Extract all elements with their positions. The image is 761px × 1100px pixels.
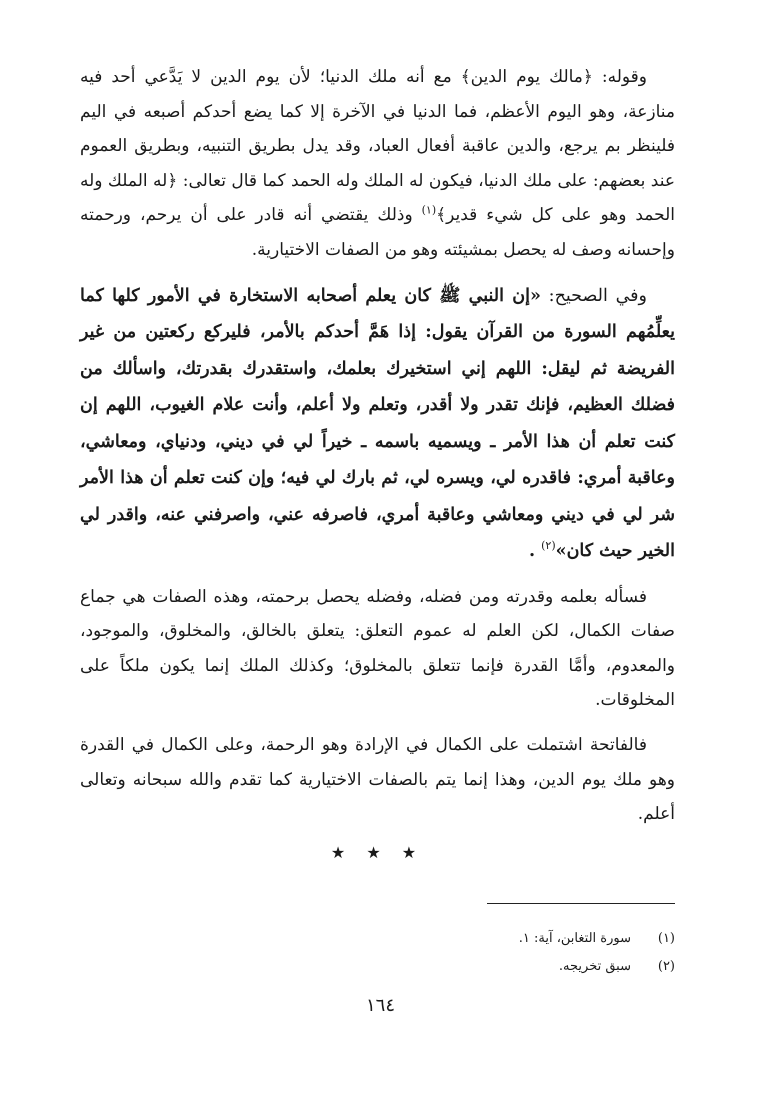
footnote-divider bbox=[487, 903, 675, 904]
section-separator-stars: ★ ★ ★ bbox=[330, 842, 425, 862]
footnote-text: سورة التغابن، آية: ١. bbox=[518, 931, 631, 946]
paragraph-text: وقوله: ﴿مالك يوم الدين﴾ مع أنه ملك الدنيا؛ لأن يوم الدين لا يَدَّعي أحد فيه منازعة، وهو اليوم الأعظم، فما الدنيا في الآخرة إلا كما يضع أحدكم أصبعه في اليم فلينظر بم يرجع، والدين عاقبة أفعال العباد، وقد يدل بطريق التنبيه، وبطريق العموم عند بعضهم: على ملك الدنيا، فيكون له الملك وله الحمد كما قال تعالى: ﴿له الملك وله الحمد وهو على كل شيء قدير﴾ bbox=[80, 67, 675, 226]
hadith-lead-in: وفي الصحيح: bbox=[540, 285, 647, 306]
paragraph-sifat-al-kamal: فسأله بعلمه وقدرته ومن فضله، وفضله يحصل برحمته، وهذه الصفات هي جماع صفات الكمال، لكن العلم له عموم التعلق: يتعلق بالخالق، والمخلوق، والموجود، والمعدوم، وأمَّا القدرة فإنما تتعلق بالمخلوق؛ وكذلك الملك إنما يكون ملكاً على المخلوقات. bbox=[80, 586, 675, 711]
paragraph-malik-yawm-al-din bbox=[80, 60, 675, 268]
hadith-text: «إن النبي ﷺ كان يعلم أصحابه الاستخارة في الأمور كلها كما يعلِّمُهم السورة من القرآن يقول: إذا هَمَّ أحدكم بالأمر، فليركع ركعتين من غير الفريضة ثم ليقل: اللهم إني استخيرك بعلمك، واستقدرك بقدرتك، واسألك من فضلك العظيم، فإنك تقدر ولا أقدر، وتعلم ولا أعلم، وأنت علام الغيوب، اللهم إن كنت تعلم أن هذا الأمر ـ ويسميه باسمه ـ خيراً لي في ديني، ودنياي، ومعاشي، وعاقبة أمري: فاقدره لي، ويسره لي، ثم بارك لي فيه؛ وإن كنت تعلم أن هذا الأمر شر لي في ديني ومعاشي وعاقبة أمري، فاصرفه عني، واصرفني عنه، واقدر لي الخير حيث كان» bbox=[80, 285, 675, 562]
footnotes bbox=[275, 925, 675, 981]
paragraph-al-fatiha: فالفاتحة اشتملت على الكمال في الإرادة وهو الرحمة، وعلى الكمال في القدرة وهو ملك يوم الدين، وهذا إنما يتم بالصفات الاختيارية كما تقدم والله سبحانه وتعالى أعلم. bbox=[80, 734, 675, 825]
footnote-number: (١) bbox=[657, 931, 675, 946]
footnote-ref-1[interactable]: (١) bbox=[421, 203, 437, 217]
paragraph-text-tail: وذلك يقتضي أنه قادر على أن يرحم، ورحمته وإحسانه وصف له يحصل بمشيئته وهو من الصفات الاختيارية. bbox=[80, 205, 675, 260]
page-body bbox=[80, 60, 675, 870]
footnote-item bbox=[275, 953, 675, 981]
page-number: ١٦٤ bbox=[365, 995, 395, 1016]
footnote-text: سبق تخريجه. bbox=[558, 959, 631, 974]
footnote-ref-2[interactable]: (٢) bbox=[541, 539, 556, 553]
footnote-number: (٢) bbox=[657, 959, 675, 974]
paragraph-istikhara-hadith bbox=[80, 278, 675, 570]
footnote-item bbox=[275, 925, 675, 953]
hadith-tail: . bbox=[528, 541, 542, 562]
